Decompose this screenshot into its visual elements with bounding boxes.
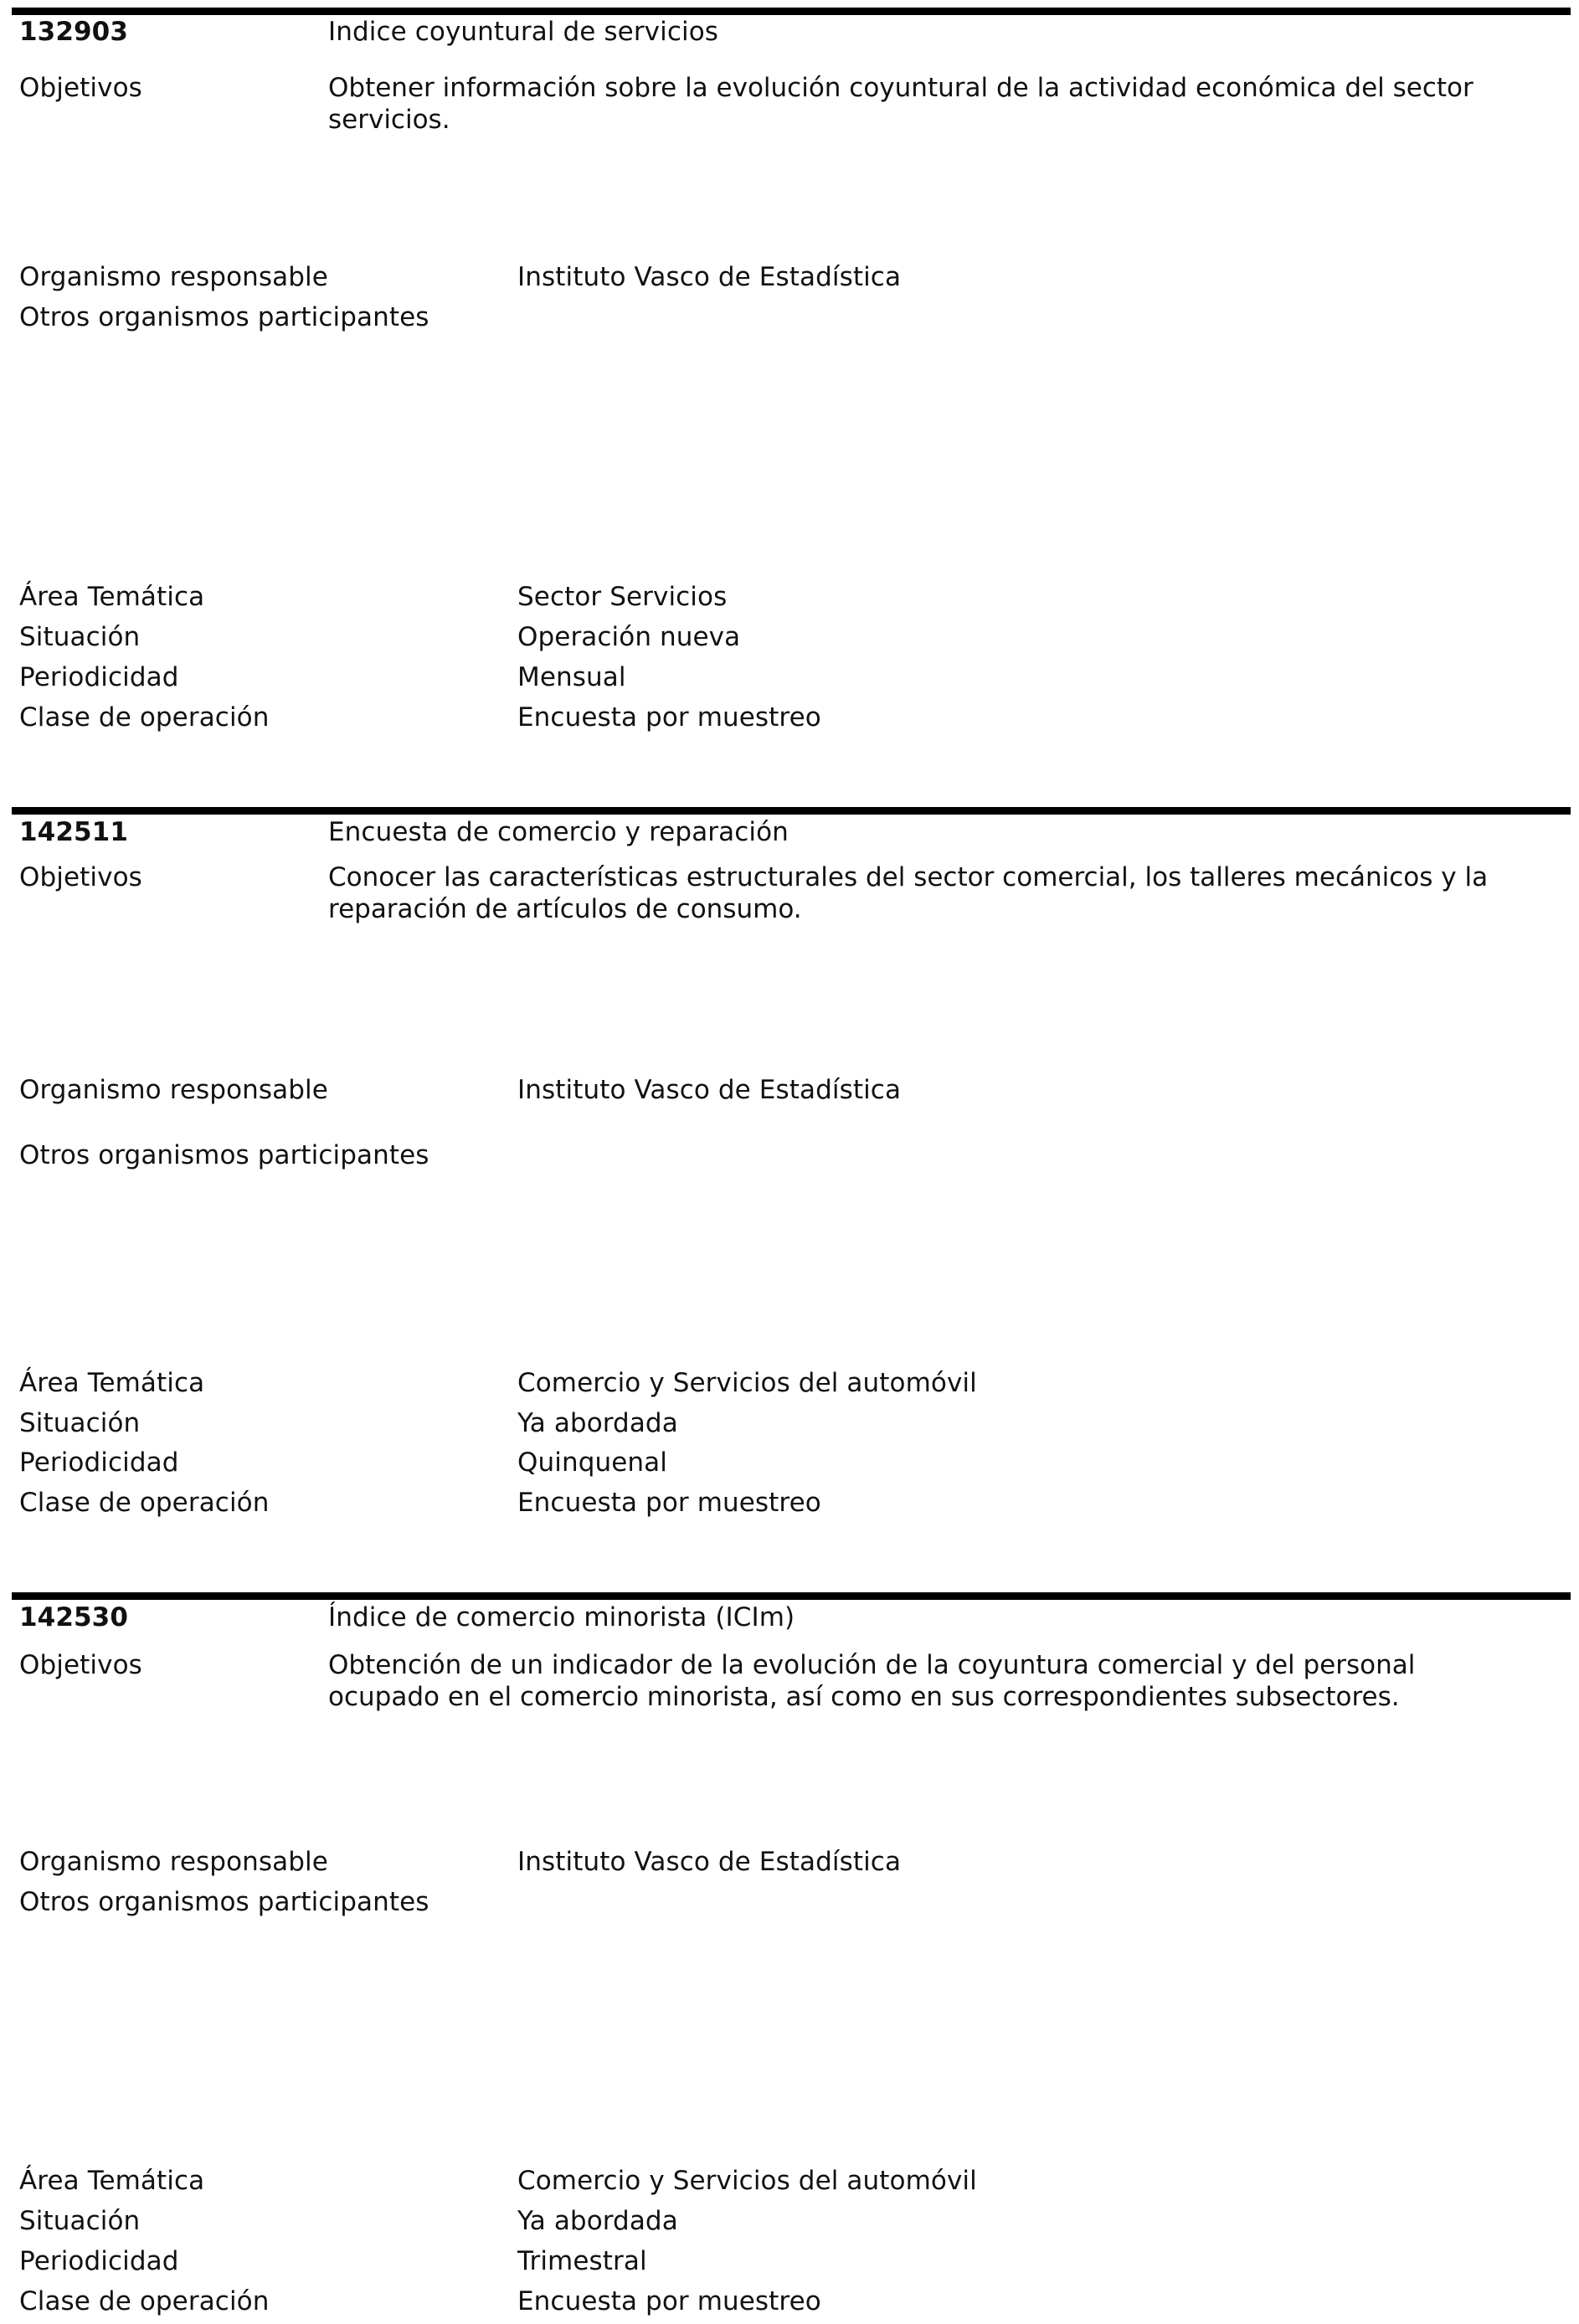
- situation-value: Ya abordada: [517, 1408, 678, 1438]
- record-divider: [12, 1592, 1571, 1600]
- class-value: Encuesta por muestreo: [517, 1488, 821, 1518]
- other-organisms-label: Otros organismos participantes: [19, 302, 429, 332]
- class-label: Clase de operación: [19, 2286, 270, 2316]
- record-code: 142511: [19, 817, 129, 847]
- responsible-label: Organismo responsable: [19, 1075, 328, 1105]
- area-label: Área Temática: [19, 1368, 205, 1398]
- record-divider: [12, 807, 1571, 815]
- area-label: Área Temática: [19, 582, 205, 612]
- class-label: Clase de operación: [19, 702, 270, 733]
- periodicity-value: Quinquenal: [517, 1447, 667, 1478]
- situation-label: Situación: [19, 622, 141, 652]
- responsible-value: Instituto Vasco de Estadística: [517, 1847, 902, 1877]
- responsible-value: Instituto Vasco de Estadística: [517, 262, 902, 292]
- periodicity-label: Periodicidad: [19, 662, 179, 692]
- area-value: Comercio y Servicios del automóvil: [517, 1368, 977, 1398]
- area-label: Área Temática: [19, 2166, 205, 2196]
- other-organisms-label: Otros organismos participantes: [19, 1887, 429, 1917]
- area-value: Comercio y Servicios del automóvil: [517, 2166, 977, 2196]
- objectives-label: Objetivos: [19, 862, 142, 892]
- record-title: Índice de comercio minorista (ICIm): [328, 1602, 795, 1632]
- situation-value: Operación nueva: [517, 622, 741, 652]
- objectives-label: Objetivos: [19, 73, 142, 103]
- record-code: 142530: [19, 1602, 129, 1632]
- situation-label: Situación: [19, 1408, 141, 1438]
- area-value: Sector Servicios: [517, 582, 728, 612]
- responsible-value: Instituto Vasco de Estadística: [517, 1075, 902, 1105]
- class-label: Clase de operación: [19, 1488, 270, 1518]
- record-title: Indice coyuntural de servicios: [328, 17, 719, 47]
- periodicity-label: Periodicidad: [19, 1447, 179, 1478]
- other-organisms-label: Otros organismos participantes: [19, 1140, 429, 1170]
- periodicity-value: Mensual: [517, 662, 626, 692]
- situation-value: Ya abordada: [517, 2206, 678, 2236]
- responsible-label: Organismo responsable: [19, 1847, 328, 1877]
- objectives-text: Conocer las características estructurales del sector comercial, los talleres mecánicos y la reparación de artículos de consumo.: [328, 862, 1489, 924]
- objectives-text: Obtener información sobre la evolución coyuntural de la actividad económica del sector servicios.: [328, 73, 1474, 135]
- objectives-label: Objetivos: [19, 1650, 142, 1680]
- class-value: Encuesta por muestreo: [517, 2286, 821, 2316]
- record-divider: [12, 8, 1571, 15]
- responsible-label: Organismo responsable: [19, 262, 328, 292]
- periodicity-value: Trimestral: [517, 2246, 647, 2276]
- class-value: Encuesta por muestreo: [517, 702, 821, 733]
- objectives-text: Obtención de un indicador de la evolución de la coyuntura comercial y del personal ocupado en el comercio minorista, así como en sus correspondientes subsectores.: [328, 1650, 1416, 1712]
- situation-label: Situación: [19, 2206, 141, 2236]
- periodicity-label: Periodicidad: [19, 2246, 179, 2276]
- record-code: 132903: [19, 17, 129, 47]
- record-title: Encuesta de comercio y reparación: [328, 817, 789, 847]
